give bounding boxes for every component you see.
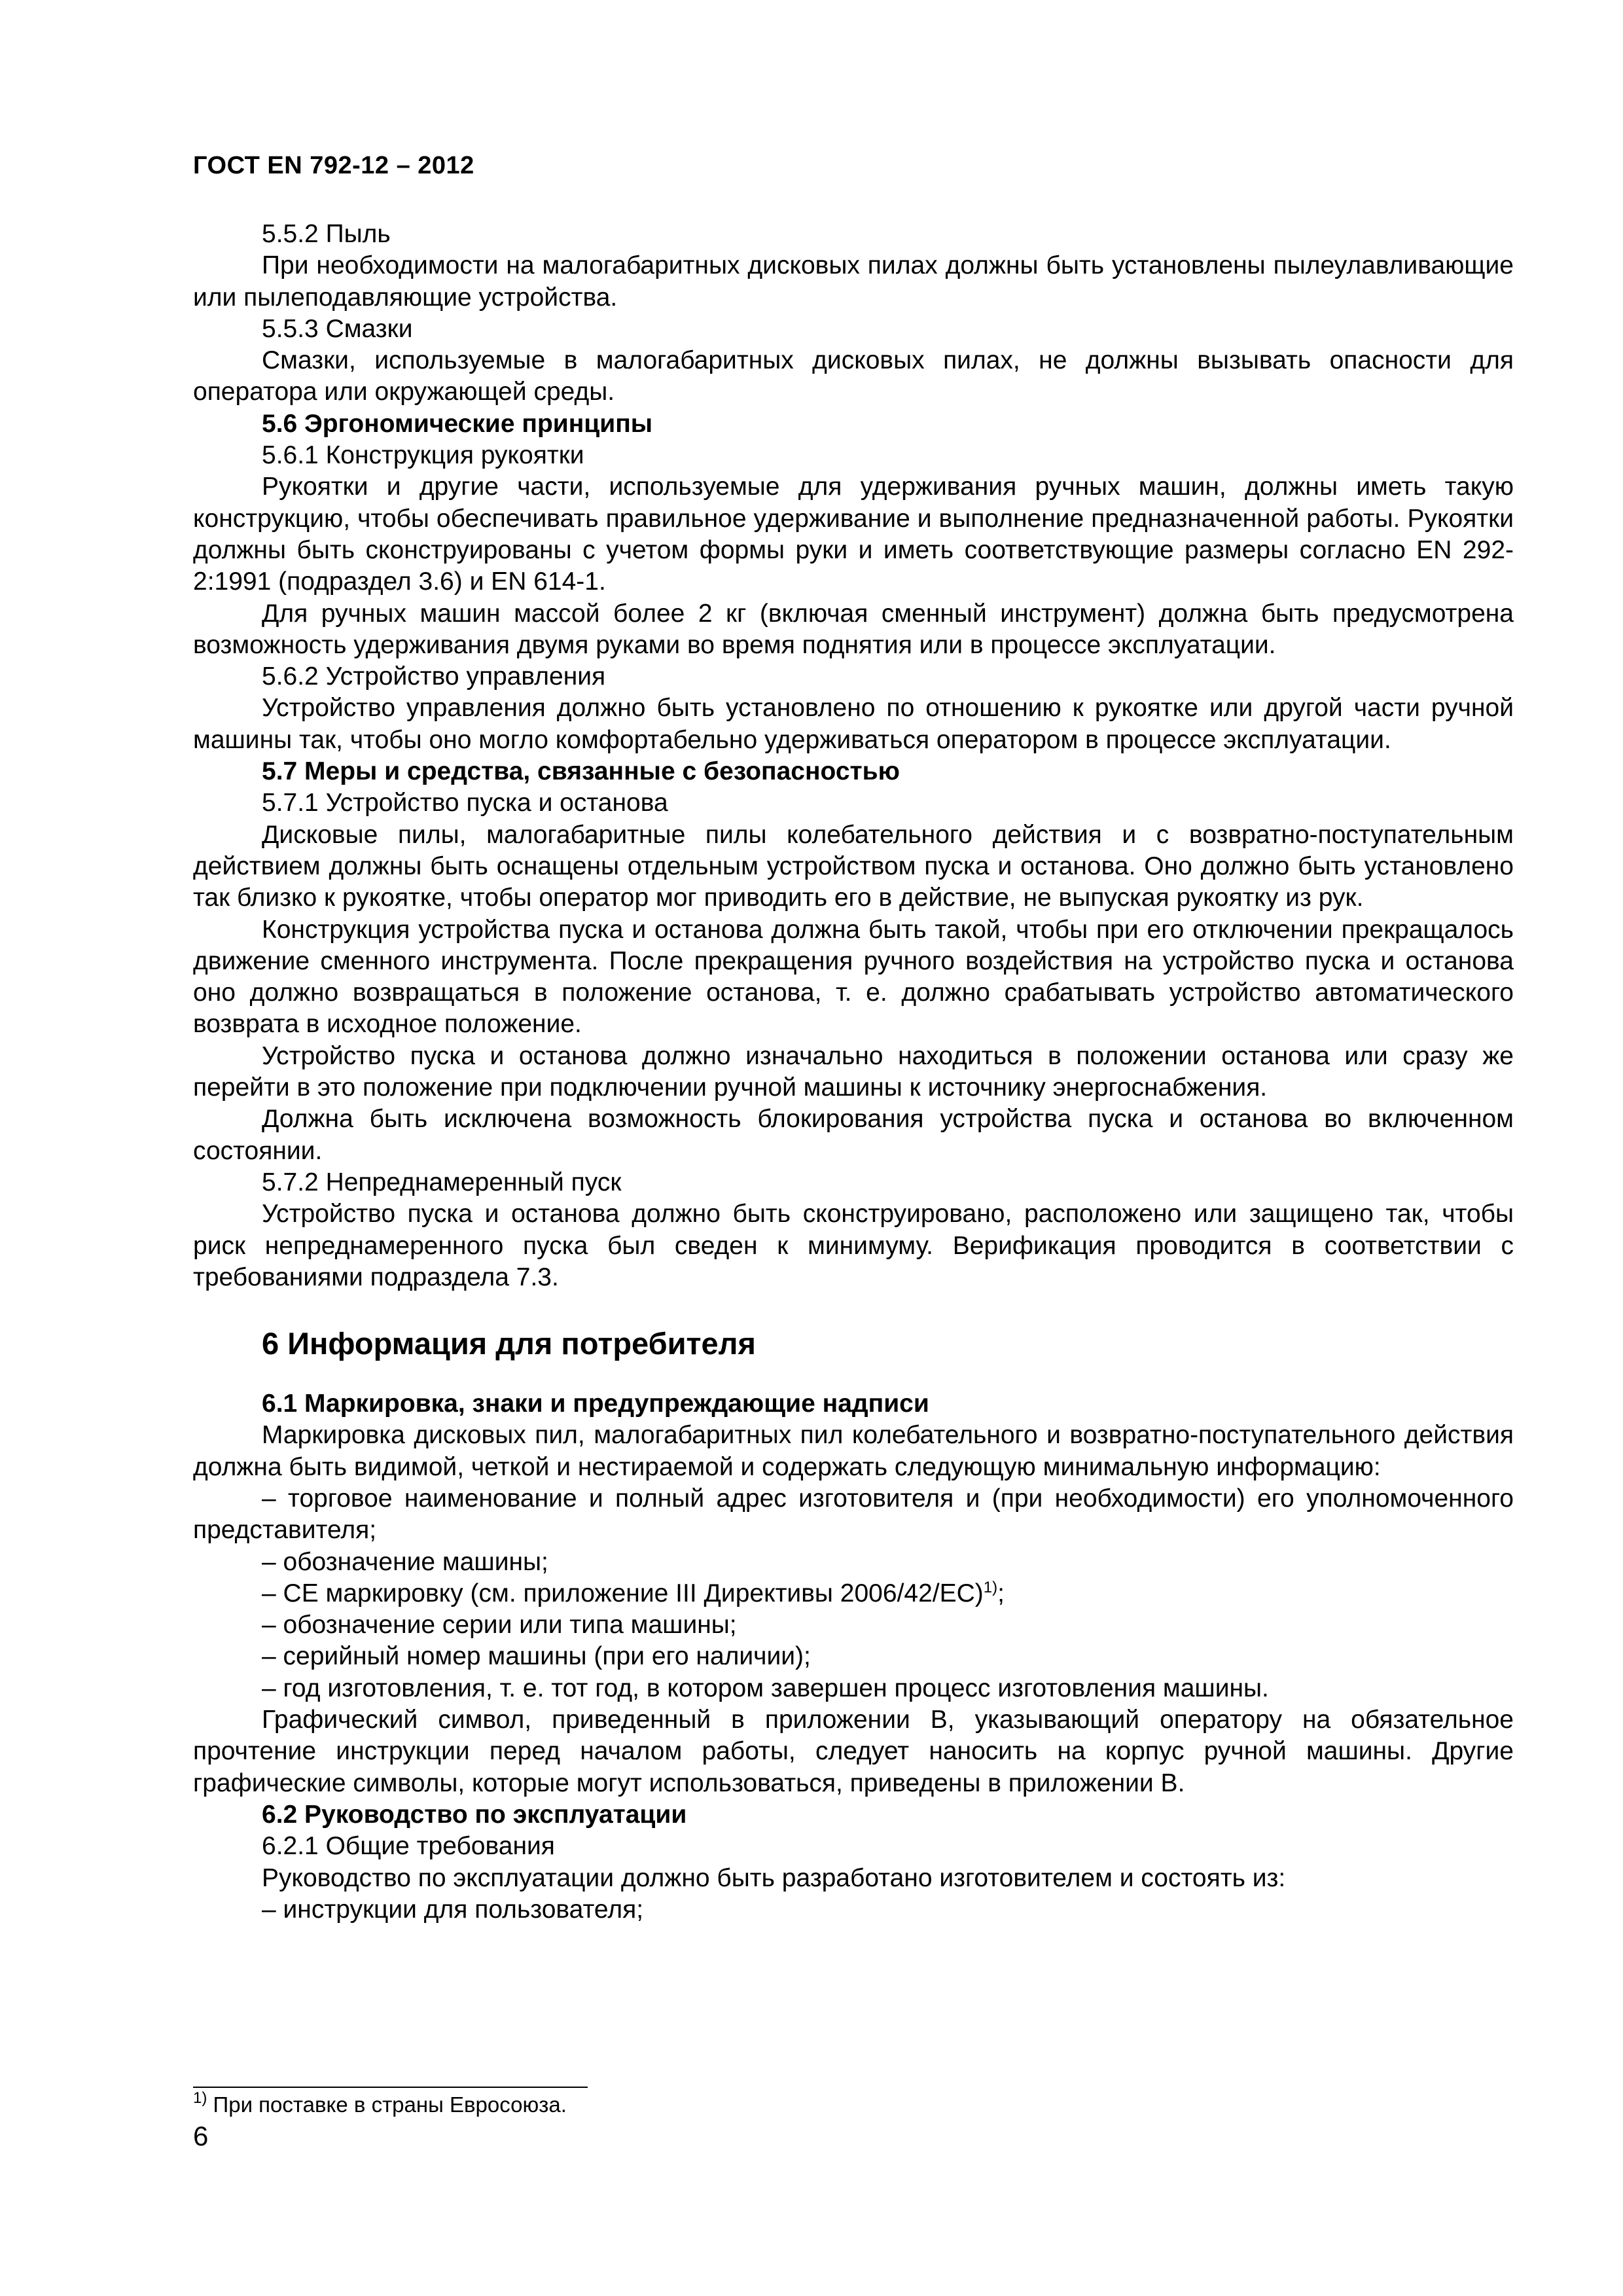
document-header: ГОСТ EN 792-12 – 2012: [193, 152, 474, 179]
paragraph: Устройство управления должно быть установлено по отношению к рукоятке или другой части ручной машины так, чтобы оно могло комфортабельно удерживаться оператором в процессе эксплуатации.: [193, 694, 1514, 754]
section-6-heading: 6 Информация для потребителя: [262, 1326, 756, 1361]
section-5-5-3-heading: 5.5.3 Смазки: [262, 314, 413, 343]
section-5-7-heading: 5.7 Меры и средства, связанные с безопасностью: [262, 757, 900, 786]
list-item: – серийный номер машины (при его наличии);: [262, 1642, 811, 1671]
paragraph: Смазки, используемые в малогабаритных дисковых пилах, не должны вызывать опасности для оператора или окружающей среды.: [193, 346, 1514, 406]
paragraph: Руководство по эксплуатации должно быть разработано изготовителем и состоять из:: [262, 1863, 1286, 1892]
list-item: – торговое наименование и полный адрес изготовителя и (при необходимости) его уполномоченного представителя;: [193, 1484, 1514, 1545]
list-item: – год изготовления, т. е. тот год, в котором завершен процесс изготовления машины.: [262, 1674, 1269, 1702]
paragraph: Рукоятки и другие части, используемые для удерживания ручных машин, должны иметь такую конструкцию, чтобы обеспечивать правильное удерживание и выполнение предназначенной работы. Рукоятки должны быть сконструированы с учетом формы руки и иметь соответствующие размеры согласно EN 292-2:1991 (подраздел 3.6) и EN 614-1.: [193, 473, 1514, 596]
paragraph: Маркировка дисковых пил, малогабаритных пил колебательного и возвратно-поступательного действия должна быть видимой, четкой и нестираемой и содержать следующую минимальную информацию:: [193, 1421, 1514, 1481]
section-5-6-2-heading: 5.6.2 Устройство управления: [262, 662, 606, 691]
page-body: [193, 219, 1514, 1926]
paragraph: Устройство пуска и останова должно быть сконструировано, расположено или защищено так, чтобы риск непреднамеренного пуска был сведен к минимуму. Верификация проводится в соответствии с требованиями подраздела 7.3.: [193, 1200, 1514, 1291]
list-item-punctuation: ;: [997, 1579, 1005, 1607]
section-5-6-1-heading: 5.6.1 Конструкция рукоятки: [262, 441, 584, 470]
footnote-mark: 1): [193, 2089, 207, 2107]
paragraph: Устройство пуска и останова должно изначально находиться в положении останова или сразу же перейти в это положение при подключении ручной машины к источнику энергоснабжения.: [193, 1041, 1514, 1102]
list-item: – инструкции для пользователя;: [262, 1895, 644, 1924]
paragraph: Для ручных машин массой более 2 кг (включая сменный инструмент) должна быть предусмотрена возможность удерживания двумя руками во время поднятия или в процессе эксплуатации.: [193, 599, 1514, 659]
section-5-7-2-heading: 5.7.2 Непреднамеренный пуск: [262, 1168, 622, 1196]
list-item: – обозначение машины;: [262, 1547, 548, 1576]
paragraph: Дисковые пилы, малогабаритные пилы колебательного действия и с возвратно-поступательным действием должны быть оснащены отдельным устройством пуска и останова. Оно должно быть установлено так близко к рукоятке, чтобы оператор мог приводить его в действие, не выпуская рукоятку из рук.: [193, 820, 1514, 912]
list-item-text: – СЕ маркировку (см. приложение III Директивы 2006/42/ЕС): [262, 1579, 984, 1607]
paragraph: Должна быть исключена возможность блокирования устройства пуска и останова во включенном состоянии.: [193, 1105, 1514, 1165]
paragraph: Конструкция устройства пуска и останова должна быть такой, чтобы при его отключении прекращалось движение сменного инструмента. После прекращения ручного воздействия на устройство пуска и останова оно должно возвращаться в положение останова, т. е. должно срабатывать устройство автоматического возврата в исходное положение.: [193, 915, 1514, 1039]
footnote: [193, 2089, 567, 2118]
page-number: 6: [193, 2121, 209, 2151]
paragraph: При необходимости на малогабаритных дисковых пилах должны быть установлены пылеулавливающие или пылеподавляющие устройства.: [193, 251, 1514, 312]
section-5-5-2-heading: 5.5.2 Пыль: [262, 220, 391, 248]
paragraph: Графический символ, приведенный в приложении В, указывающий оператору на обязательное прочтение инструкции перед началом работы, следует наносить на корпус ручной машины. Другие графические символы, которые могут использоваться, приведены в приложении В.: [193, 1706, 1514, 1797]
section-6-2-1-heading: 6.2.1 Общие требования: [262, 1832, 555, 1861]
footnote-reference: 1): [983, 1578, 998, 1596]
section-5-6-heading: 5.6 Эргономические принципы: [262, 409, 653, 438]
section-5-7-1-heading: 5.7.1 Устройство пуска и останова: [262, 789, 668, 817]
section-6-1-heading: 6.1 Маркировка, знаки и предупреждающие надписи: [262, 1390, 929, 1418]
section-6-2-heading: 6.2 Руководство по эксплуатации: [262, 1800, 687, 1829]
footnote-separator: [193, 2087, 588, 2088]
list-item: [193, 1578, 1514, 1609]
footnote-text: При поставке в страны Евросоюза.: [207, 2092, 567, 2117]
list-item: – обозначение серии или типа машины;: [262, 1611, 737, 1640]
